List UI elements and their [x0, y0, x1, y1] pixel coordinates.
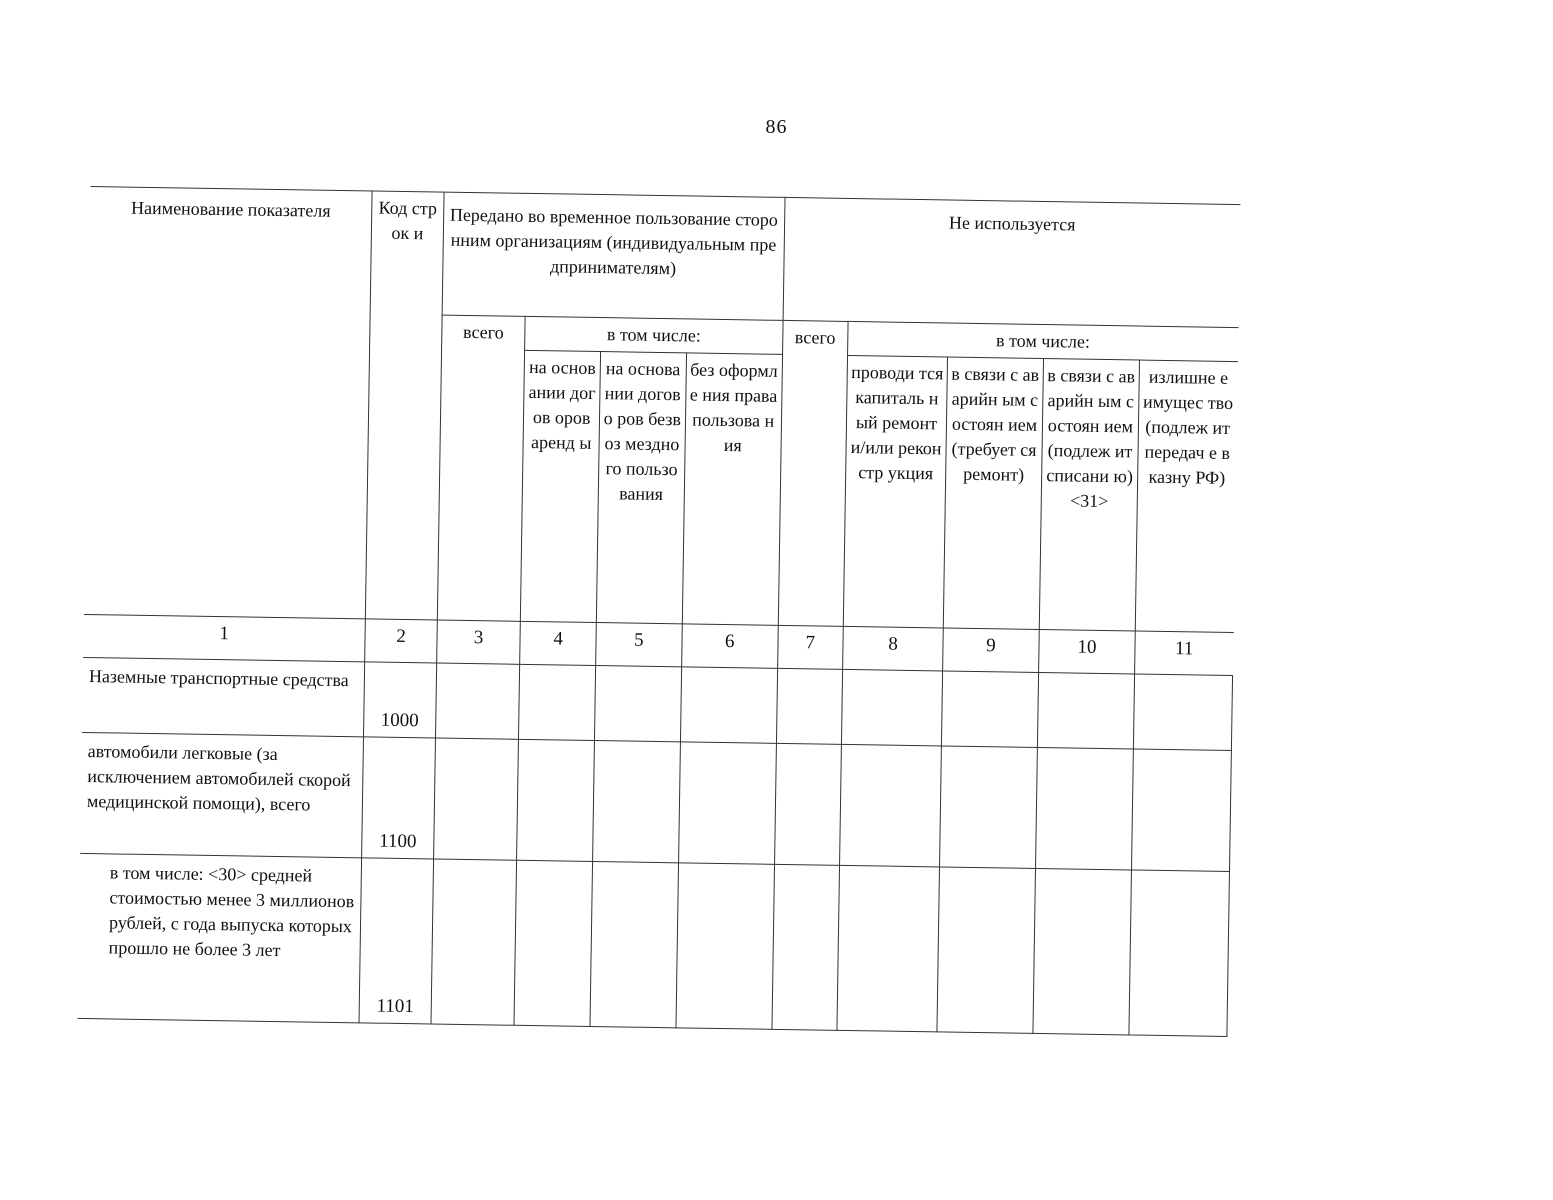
table-row	[80, 732, 1231, 871]
data-cell	[774, 743, 841, 865]
table-row	[78, 853, 1230, 1036]
header-row-group	[89, 187, 1240, 328]
data-cell	[1033, 868, 1132, 1034]
data-cell	[676, 863, 775, 1029]
data-cell	[590, 861, 678, 1027]
header-emergency-write-off: в связи с аварийн ым состоян ием (подлеж ит списани ю) <31>	[1039, 359, 1139, 631]
header-transferred-total: всего	[437, 315, 525, 621]
data-cell	[519, 664, 596, 740]
data-cell	[941, 671, 1038, 747]
row-code: 1100	[362, 737, 435, 859]
header-not-used-total: всего	[778, 320, 848, 626]
data-cell	[837, 865, 940, 1032]
row-name: автомобили легковые (за исключением автомобилей скорой медицинской помощи), всего	[80, 732, 364, 857]
row-code: 1101	[359, 858, 433, 1024]
column-number: 2	[365, 619, 437, 663]
data-cell	[431, 859, 517, 1025]
data-cell	[517, 739, 594, 861]
column-number: 1	[83, 614, 365, 661]
data-cell	[435, 663, 520, 739]
page-number: 86	[765, 116, 788, 138]
header-without-registration: без оформле ния права пользова ния	[682, 353, 782, 625]
data-cell	[1129, 870, 1230, 1037]
column-number: 11	[1135, 631, 1234, 676]
column-number: 7	[777, 625, 843, 669]
data-cell	[514, 860, 592, 1026]
data-cell	[1131, 749, 1231, 872]
data-cell	[678, 742, 776, 864]
row-name: Наземные транспортные средства	[82, 657, 365, 736]
data-cell	[433, 738, 519, 860]
header-not-used-including: в том числе:	[848, 321, 1238, 361]
data-cell	[680, 667, 777, 743]
column-number: 6	[681, 624, 778, 669]
row-code: 1000	[364, 662, 437, 738]
header-not-used: Не используется	[783, 197, 1240, 327]
header-surplus-property: излишне е имущес тво (подлеж ит передач е в казну РФ)	[1135, 360, 1237, 633]
data-cell	[776, 668, 842, 744]
column-number: 5	[596, 623, 682, 667]
data-cell	[1037, 672, 1134, 748]
data-cell	[841, 669, 942, 746]
data-cell	[593, 741, 681, 863]
data-cell	[840, 744, 942, 867]
data-cell	[937, 867, 1036, 1033]
header-transferred-including: в том числе:	[525, 316, 783, 354]
column-number: 8	[843, 626, 944, 671]
column-number: 9	[943, 628, 1040, 673]
data-cell	[1035, 747, 1133, 869]
data-cell	[1133, 674, 1232, 751]
header-emergency-repair-needed: в связи с аварийн ым состоян ием (требует ся ремонт)	[943, 357, 1043, 629]
row-name: в том числе: <30> средней стоимостью менее 3 миллионов рублей, с года выпуска которых прошло не более 3 лет	[78, 853, 362, 1022]
report-form	[78, 186, 1241, 1037]
data-cell	[772, 864, 840, 1030]
data-cell	[594, 666, 681, 742]
header-free-use-agreements: на основа нии догово ров безвоз мездно го пользо вания	[596, 352, 686, 624]
column-number: 3	[436, 620, 520, 664]
header-capital-repair: проводи тся капиталь ный ремонт и/или реконстр укция	[843, 355, 947, 628]
data-cell	[940, 746, 1038, 868]
header-indicator-name: Наименование показателя	[84, 187, 372, 619]
column-number: 10	[1039, 629, 1136, 674]
column-number: 4	[520, 621, 596, 665]
property-usage-table	[78, 186, 1241, 1037]
header-transferred-temporary-use: Передано во временное пользование сторонним организациям (индивидуальным предпринимателям)	[442, 192, 785, 320]
header-row-code: Код строк и	[366, 191, 444, 620]
header-lease-agreements: на основ ании догов оров аренд ы	[521, 350, 601, 622]
